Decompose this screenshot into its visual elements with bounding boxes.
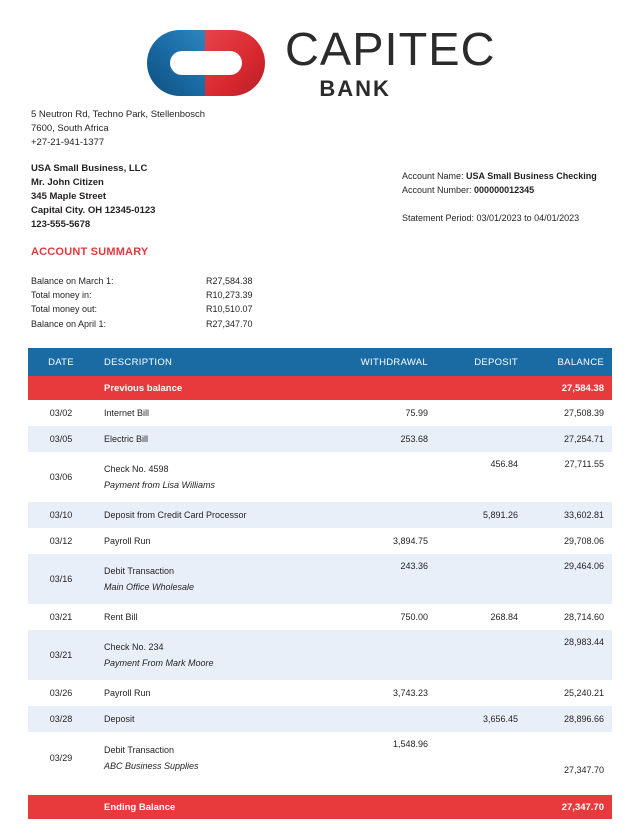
table-row [28,554,612,604]
table-row [28,528,612,554]
table-row [28,400,612,426]
table-row [28,706,612,732]
ending-balance-amount: 27,347.70 [561,801,604,813]
table-spacer [28,783,612,795]
row-date: 03/29 [49,752,73,763]
row-date: 03/10 [49,510,73,520]
table-row [28,630,612,680]
row-description [94,630,324,680]
row-date: 03/05 [49,434,73,444]
row-deposit [436,400,526,426]
column-header-deposit: DEPOSIT [436,348,526,376]
transactions-table [28,348,612,819]
row-deposit [436,426,526,452]
row-description-sub: Main Office Wholesale [104,582,195,592]
row-description-main: Debit Transaction [104,566,175,576]
ending-balance-date [28,795,94,819]
row-description: Electric Bill [104,434,149,444]
account-summary-title: ACCOUNT SUMMARY [31,246,149,258]
row-withdrawal: 3,894.75 [392,536,428,546]
summary-amount: R27,347.70 [206,318,253,329]
summary-row [31,288,253,302]
column-header-description: DESCRIPTION [94,348,324,376]
row-withdrawal [324,452,436,502]
bank-address [31,108,205,150]
summary-label: Balance on March 1: [31,276,114,286]
account-number-label: Account Number: [402,185,472,195]
customer-city: Capital City. OH 12345-0123 [31,205,156,216]
row-withdrawal: 253.68 [400,434,428,444]
row-description-main: Check No. 4598 [104,464,169,474]
transactions-table-header [28,348,612,376]
row-balance: 27,711.55 [564,459,604,469]
previous-balance-withdrawal [324,376,436,400]
bank-address-line-1: 5 Neutron Rd, Techno Park, Stellenbosch [31,109,206,120]
row-description-sub: Payment From Mark Moore [104,658,214,668]
summary-amount: R10,273.39 [206,290,253,301]
row-withdrawal: 750.00 [400,612,428,622]
column-header-balance: BALANCE [526,348,612,376]
customer-street: 345 Maple Street [31,191,106,202]
transactions-table-body [28,376,612,819]
previous-balance-row [28,376,612,400]
summary-amount: R10,510.07 [206,304,253,315]
row-deposit: 456.84 [490,459,518,469]
summary-row [31,302,253,316]
row-balance: 29,464.06 [563,561,604,571]
row-description [94,452,324,502]
summary-amount: R27,584.38 [206,276,253,286]
row-date: 03/21 [49,650,73,660]
ending-balance-row [28,795,612,819]
row-balance: 25,240.21 [563,688,604,698]
row-date: 03/06 [49,472,73,482]
account-name-row [402,169,597,183]
row-date: 03/26 [49,688,73,698]
capitec-s-logo-icon [147,30,265,96]
ending-balance-label: Ending Balance [104,801,176,813]
row-balance: 33,602.81 [563,510,604,520]
statement-period: Statement Period: 03/01/2023 to 04/01/2023 [402,213,580,223]
row-description [94,554,324,604]
row-date: 03/12 [49,536,73,546]
row-deposit: 268.84 [490,612,518,622]
row-deposit [436,528,526,554]
previous-balance-date [28,376,94,400]
header-row [28,348,612,376]
summary-label: Balance on April 1: [31,318,107,329]
account-name-value: USA Small Business Checking [466,171,597,181]
row-withdrawal [324,706,436,732]
row-withdrawal: 75.99 [405,408,428,418]
row-deposit [436,680,526,706]
summary-row [31,317,253,331]
row-description: Payroll Run [104,536,151,546]
row-description: Internet Bill [104,408,150,418]
table-spacer-cell [28,783,612,795]
row-description-main: Debit Transaction [104,744,175,755]
customer-name: Mr. John Citizen [31,177,104,188]
row-withdrawal: 1,548.96 [392,739,428,749]
row-description-sub: ABC Business Supplies [104,760,199,771]
ending-balance-deposit [436,795,526,819]
row-description: Deposit [104,714,135,724]
row-deposit: 5,891.26 [482,510,518,520]
table-row [28,604,612,630]
row-balance: 28,983.44 [563,637,604,647]
row-deposit [436,732,526,783]
previous-balance-amount: 27,584.38 [561,382,604,394]
account-number-row [402,183,597,197]
customer-company: USA Small Business, LLC [31,163,148,174]
account-info [402,169,597,225]
table-row [28,426,612,452]
customer-address [31,162,155,232]
brand-name: CAPITEC [285,23,496,75]
row-withdrawal: 3,743.23 [392,688,428,698]
row-deposit: 3,656.45 [482,714,518,724]
row-description-main: Check No. 234 [104,642,164,652]
row-date: 03/16 [49,574,73,584]
row-deposit [436,630,526,680]
row-date: 03/21 [49,612,73,622]
account-summary-table [31,274,253,331]
table-row [28,502,612,528]
row-description [94,732,324,783]
ending-balance-withdrawal [324,795,436,819]
summary-label: Total money out: [31,304,98,315]
customer-phone: 123-555-5678 [31,219,91,230]
row-description: Deposit from Credit Card Processor [104,510,247,520]
row-balance: 28,714.60 [563,612,604,622]
previous-balance-label: Previous balance [104,382,183,394]
row-date: 03/02 [49,408,73,418]
row-withdrawal: 243.36 [400,561,428,571]
row-description: Rent Bill [104,612,138,622]
row-date: 03/28 [49,714,73,724]
row-balance: 28,896.66 [563,714,604,724]
bank-address-phone: +27-21-941-1377 [31,137,105,148]
account-name-label: Account Name: [402,171,464,181]
row-balance: 27,254.71 [563,434,604,444]
row-deposit [436,554,526,604]
row-balance: 27,508.39 [563,408,604,418]
bank-address-line-2: 7600, South Africa [31,123,109,134]
previous-balance-deposit [436,376,526,400]
row-withdrawal [324,502,436,528]
row-withdrawal [324,630,436,680]
table-row [28,680,612,706]
table-row [28,452,612,502]
summary-row [31,274,253,288]
row-balance: 29,708.06 [563,536,604,546]
summary-label: Total money in: [31,290,92,301]
row-balance: 27,347.70 [563,765,604,775]
account-number-value: 000000012345 [474,185,535,195]
column-header-date: DATE [28,348,94,376]
table-row [28,732,612,783]
statement-header [0,22,639,104]
row-description-sub: Payment from Lisa Williams [104,480,215,490]
brand-subname: BANK [319,76,391,101]
column-header-withdrawal: WITHDRAWAL [324,348,436,376]
row-description: Payroll Run [104,688,151,698]
